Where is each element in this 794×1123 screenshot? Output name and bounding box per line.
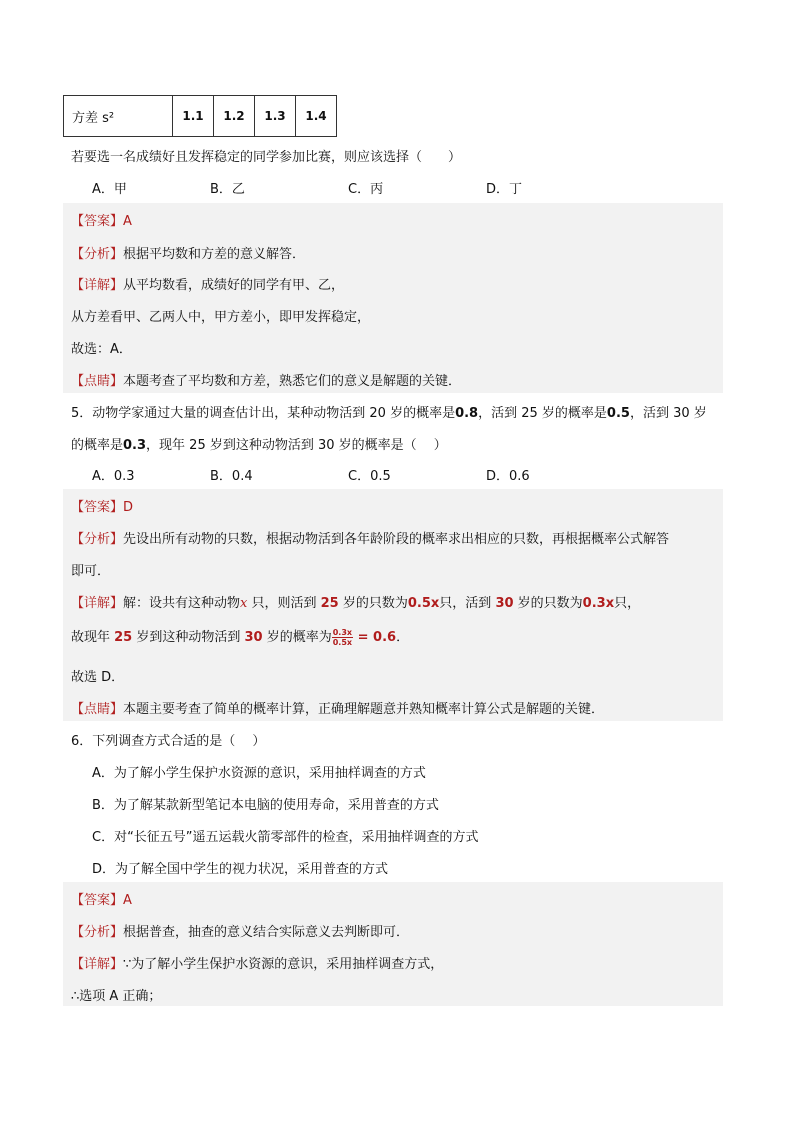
q5-value: 0.5	[606, 406, 630, 421]
q4-detail-2: 从方差看甲、乙两人中，甲方差小，即甲发挥稳定，	[71, 310, 371, 325]
detail-value: 30	[244, 630, 263, 645]
table-cell: 1.4	[296, 96, 337, 137]
fraction-numerator: 0.3x	[332, 628, 353, 637]
analysis-label: 【分析】	[71, 532, 124, 547]
q4-comment	[71, 370, 461, 389]
q6-option-a: A．为了解小学生保护水资源的意识，采用抽样调查的方式	[92, 766, 426, 781]
detail-label: 【详解】	[71, 957, 124, 972]
answer-value: D	[123, 500, 134, 515]
q5-analysis-1	[71, 528, 669, 547]
detail-label: 【详解】	[71, 278, 124, 293]
q6-answer	[71, 889, 132, 908]
detail-value: 30	[495, 596, 514, 611]
comment-label: 【点睛】	[71, 702, 124, 717]
q5-option-c: C．0.5	[348, 469, 391, 484]
q5-option-d: D．0.6	[486, 469, 530, 484]
comment-label: 【点睛】	[71, 374, 124, 389]
analysis-label: 【分析】	[71, 925, 124, 940]
table-cell: 1.2	[214, 96, 255, 137]
q6-solution-block	[63, 882, 723, 1006]
q4-option-b: B．乙	[210, 182, 245, 197]
q5-question-line1	[71, 402, 707, 421]
q6-detail-1	[71, 953, 443, 972]
detail-text: 只，则活到	[247, 596, 321, 611]
analysis-label: 【分析】	[71, 247, 124, 262]
answer-value: A	[123, 893, 132, 908]
detail-text: 岁的概率为	[262, 630, 332, 645]
detail-value: 25	[114, 630, 133, 645]
q6-option-c: C．对“长征五号”遥五运载火箭零部件的检查，采用抽样调查的方式	[92, 830, 479, 845]
q4-option-c: C．丙	[348, 182, 384, 197]
table-header-cell: 方差 s²	[64, 96, 173, 137]
math-fraction	[332, 628, 353, 647]
q5-text: 5．动物学家通过大量的调查估计出，某种动物活到 20 岁的概率是	[71, 406, 456, 421]
answer-label: 【答案】	[71, 500, 124, 515]
math-expr: 0.5x	[407, 596, 440, 611]
answer-label: 【答案】	[71, 893, 124, 908]
q5-detail-2	[71, 626, 409, 647]
table-cell: 1.3	[255, 96, 296, 137]
q4-solution-block	[63, 203, 723, 393]
detail-text: 岁到这种动物活到	[132, 630, 245, 645]
q5-detail-3: 故选 D．	[71, 670, 125, 685]
q4-detail-1	[71, 274, 344, 293]
answer-value: A	[123, 214, 132, 229]
q5-text: ，现年 25 岁到这种动物活到 30 岁的概率是（ ）	[146, 438, 447, 453]
q5-text: ，活到 25 岁的概率是	[478, 406, 607, 421]
comment-text: 本题考查了平均数和方差，熟悉它们的意义是解题的关键．	[123, 374, 462, 389]
q4-analysis	[71, 243, 305, 262]
q6-analysis	[71, 921, 409, 940]
analysis-text: 根据普查，抽查的意义结合实际意义去判断即可．	[123, 925, 410, 940]
detail-text: 从平均数看，成绩好的同学有甲、乙，	[123, 278, 345, 293]
q5-answer	[71, 496, 133, 515]
math-var: x	[240, 596, 248, 611]
q4-detail-3: 故选：A．	[71, 342, 132, 357]
q5-text: ，活到 30 岁	[629, 406, 707, 421]
math-result: = 0.6	[353, 630, 397, 645]
answer-label: 【答案】	[71, 214, 124, 229]
detail-value: 25	[320, 596, 339, 611]
analysis-text: 根据平均数和方差的意义解答．	[123, 247, 306, 262]
q5-detail-1	[71, 592, 640, 611]
table-cell: 1.1	[173, 96, 214, 137]
detail-text: 只，	[614, 596, 641, 611]
detail-text: 岁的只数为	[338, 596, 408, 611]
q6-question: 6．下列调查方式合适的是（ ）	[71, 734, 266, 749]
q5-option-b: B．0.4	[210, 469, 253, 484]
q4-question: 若要选一名成绩好且发挥稳定的同学参加比赛，则应该选择（ ）	[71, 150, 462, 165]
detail-text: 只，活到	[439, 596, 496, 611]
detail-text: ．	[396, 630, 410, 645]
q4-option-a: A．甲	[92, 182, 127, 197]
detail-text: ∵为了解小学生保护水资源的意识，采用抽样调查方式，	[123, 957, 444, 972]
detail-text: 岁的只数为	[513, 596, 583, 611]
q6-detail-2: ∴选项 A 正确；	[71, 989, 162, 1004]
q5-comment	[71, 698, 604, 717]
detail-text: 解：设共有这种动物	[123, 596, 241, 611]
detail-label: 【详解】	[71, 596, 124, 611]
fraction-denominator: 0.5x	[332, 638, 353, 647]
q5-analysis-2: 即可．	[71, 564, 111, 579]
comment-text: 本题主要考查了简单的概率计算，正确理解题意并熟知概率计算公式是解题的关键．	[123, 702, 605, 717]
q5-text: 的概率是	[71, 438, 124, 453]
variance-table	[63, 95, 337, 137]
q5-question-line2	[71, 434, 447, 453]
q5-value: 0.8	[455, 406, 479, 421]
table-row	[64, 96, 337, 137]
q4-option-d: D．丁	[486, 182, 523, 197]
analysis-text: 先设出所有动物的只数，根据动物活到各年龄阶段的概率求出相应的只数，再根据概率公式解答	[123, 532, 670, 547]
q6-option-b: B．为了解某款新型笔记本电脑的使用寿命，采用普查的方式	[92, 798, 439, 813]
detail-text: 故现年	[71, 630, 115, 645]
q4-answer	[71, 210, 132, 229]
q5-option-a: A．0.3	[92, 469, 135, 484]
q5-value: 0.3	[123, 438, 147, 453]
math-expr: 0.3x	[582, 596, 615, 611]
q6-option-d: D．为了解全国中学生的视力状况，采用普查的方式	[92, 862, 389, 877]
